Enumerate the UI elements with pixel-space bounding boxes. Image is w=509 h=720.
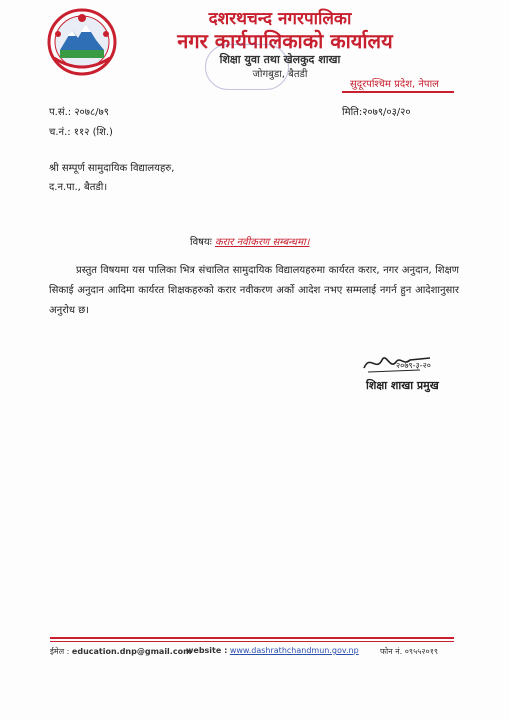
subject-line bbox=[190, 234, 309, 248]
letter-date: मिति:२०७९/०३/२० bbox=[342, 107, 411, 118]
footer-divider-thin bbox=[50, 641, 454, 642]
footer-phone: फोन नं. ०९५५२०१९ bbox=[380, 647, 439, 656]
recipient-line-2: द.न.पा., बैतडी। bbox=[49, 182, 108, 193]
nepal-emblem-icon bbox=[46, 6, 118, 76]
website-link[interactable]: www.dashrathchandmun.gov.np bbox=[229, 646, 359, 655]
office-name: नगर कार्यपालिकाको कार्यालय bbox=[177, 29, 393, 53]
dispatch-number: च.नं.: ११२ (शि.) bbox=[49, 127, 113, 138]
header-divider bbox=[342, 91, 454, 93]
footer-website bbox=[186, 646, 359, 655]
email-address[interactable]: education.dnp@gmail.com bbox=[71, 647, 192, 656]
subject-text: करार नवीकरण सम्बन्धमा। bbox=[214, 237, 310, 248]
subject-label: विषयः bbox=[190, 237, 212, 248]
recipient-line-1: श्री सम्पूर्ण सामुदायिक विद्यालयहरु, bbox=[49, 163, 175, 174]
email-label: ईमेल : bbox=[50, 647, 70, 656]
section-name: शिक्षा युवा तथा खेलकुद शाखा bbox=[219, 53, 341, 66]
office-stamp bbox=[205, 44, 289, 90]
signature-date: २०७९-३-२० bbox=[396, 361, 431, 370]
footer-email bbox=[50, 646, 191, 657]
municipality-name: दशरथचन्द नगरपालिका bbox=[208, 9, 352, 29]
website-label: website : bbox=[186, 646, 228, 655]
reference-number: प.सं.: २०७८/७९ bbox=[49, 107, 109, 118]
signatory-title: शिक्षा शाखा प्रमुख bbox=[366, 379, 439, 392]
footer-divider bbox=[50, 637, 454, 639]
office-address: जोगबुडा, बैतडी bbox=[252, 69, 308, 80]
letter-body: प्रस्तुत विषयमा यस पालिका भित्र संचालित सामुदायिक विद्यालयहरुमा कार्यरत करार, नगर अनुदान, शिक्षण सिकाई अनुदान आदिमा कार्यरत शिक्षकहरुको करार नवीकरण अर्को आदेश नभए सम्मलाई नगर्न हुन आदेशानुसार अनुरोध छ। bbox=[49, 265, 459, 316]
province-name: सुदूरपश्चिम प्रदेश, नेपाल bbox=[350, 79, 439, 90]
